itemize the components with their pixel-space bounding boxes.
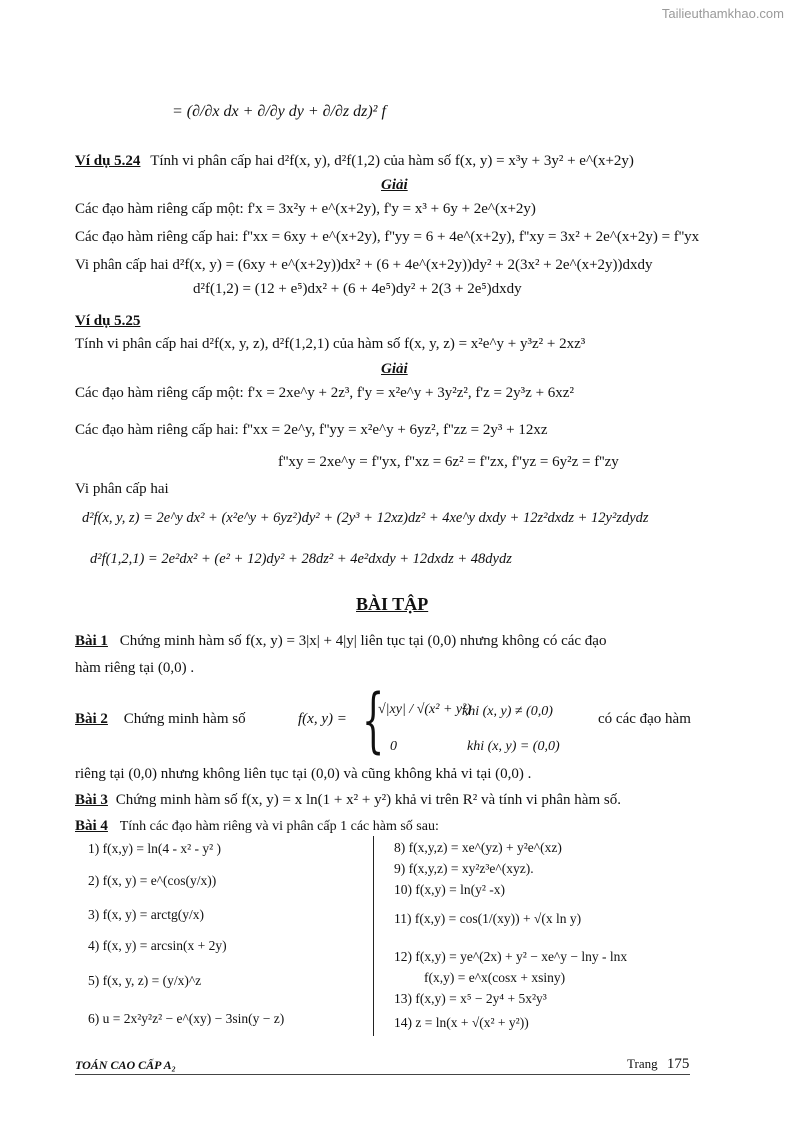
- exercise-item: 14) z = ln(x + √(x² + y²)): [394, 1015, 529, 1030]
- example-5-25-text: Tính vi phân cấp hai d²f(x, y, z), d²f(1,2,1) của hàm số f(x, y, z) = x²e^y + y³z² + 2xz³: [75, 336, 586, 352]
- exercise-text: Chứng minh hàm số f(x, y) = x ln(1 + x² + y²) khả vi trên R² và tính vi phân hàm số.: [115, 792, 621, 808]
- exercises-title: BÀI TẬP: [356, 594, 429, 614]
- footer-rule: [75, 1074, 690, 1075]
- second-differential-label: Vi phân cấp hai: [75, 481, 169, 497]
- example-5-25-label: Ví dụ 5.25: [75, 313, 141, 329]
- watermark: Tailieuthamkhao.com: [661, 6, 784, 21]
- mixed-partials: f''xy = 2xe^y = f''yx, f''xz = 6z² = f''zx, f''yz = 6y²z = f''zy: [278, 454, 619, 470]
- page-label: Trang: [627, 1056, 658, 1071]
- second-differential-at-point: d²f(1,2) = (12 + e⁵)dx² + (6 + 4e⁵)dy² + 2(3 + 2e⁵)dxdy: [193, 281, 522, 297]
- exercise-item: 6) u = 2x²y²z² − e^(xy) − 3sin(y − z): [88, 1011, 285, 1026]
- piecewise-case2-cond: khi (x, y) = (0,0): [467, 739, 560, 754]
- second-order-partials: Các đạo hàm riêng cấp hai: f''xx = 6xy + e^(x+2y), f''yy = 6 + 4e^(x+2y), f''xy = 3x² + 2e^(x+2y) = f''yx: [75, 229, 700, 245]
- exercise-item: 9) f(x,y,z) = xy²z³e^(xyz).: [394, 861, 534, 876]
- exercise-item: 12) f(x,y) = ye^(2x) + y² − xe^y − lny - lnx: [394, 949, 628, 964]
- exercise-item: 1) f(x,y) = ln(4 - x² - y² ): [88, 841, 222, 856]
- solution-heading: Giải: [381, 177, 408, 193]
- exercise-item: 10) f(x,y) = ln(y² -x): [394, 882, 506, 897]
- exercise-text: Chứng minh hàm số f(x, y) = 3|x| + 4|y| liên tục tại (0,0) nhưng không có các đạo: [119, 633, 607, 649]
- exercise-label: Bài 1: [75, 633, 108, 649]
- piecewise-fx: f(x, y) =: [298, 711, 347, 727]
- second-differential: Vi phân cấp hai d²f(x, y) = (6xy + e^(x+2y))dx² + (6 + 4e^(x+2y))dy² + 2(3x² + 2e^(x+2y))dxdy: [75, 257, 653, 273]
- first-order-partials: Các đạo hàm riêng cấp một: f'x = 2xe^y + 2z³, f'y = x²e^y + 3y²z², f'z = 2y³z + 6xz²: [75, 385, 574, 401]
- exercise-text: Tính các đạo hàm riêng và vi phân cấp 1 các hàm số sau:: [119, 819, 439, 834]
- piecewise-brace: {: [362, 679, 385, 761]
- page-number: 175: [666, 1056, 690, 1072]
- second-order-partials: Các đạo hàm riêng cấp hai: f''xx = 2e^y, f''yy = x²e^y + 6yz², f''zz = 2y³ + 12xz: [75, 422, 548, 438]
- exercise-3: [75, 792, 621, 809]
- exercise-2-cont: riêng tại (0,0) nhưng không liên tục tại (0,0) và cũng không khả vi tại (0,0) .: [75, 766, 532, 782]
- first-order-partials: Các đạo hàm riêng cấp một: f'x = 3x²y + e^(x+2y), f'y = x³ + 6y + 2e^(x+2y): [75, 201, 536, 217]
- second-differential: d²f(x, y, z) = 2e^y dx² + (x²e^y + 6yz²)dy² + (2y³ + 12xz)dz² + 4xe^y dxdy + 12z²dxdz + 12y²zdydz: [82, 510, 649, 526]
- footer-course-title: TOÁN CAO CẤP A₂: [75, 1058, 176, 1072]
- footer-page: [627, 1056, 689, 1073]
- exercise-1-cont: hàm riêng tại (0,0) .: [75, 660, 195, 676]
- exercise-item: 5) f(x, y, z) = (y/x)^z: [88, 973, 202, 988]
- exercise-4: [75, 818, 439, 835]
- exercise-2: [75, 711, 246, 728]
- exercise-item: 2) f(x, y) = e^(cos(y/x)): [88, 873, 217, 888]
- solution-heading: Giải: [381, 361, 408, 377]
- exercise-label: Bài 3: [75, 792, 108, 808]
- exercise-1: [75, 633, 606, 650]
- second-differential-at-point: d²f(1,2,1) = 2e²dx² + (e² + 12)dy² + 28dz² + 4e²dxdy + 12dxdz + 48dydz: [90, 551, 512, 567]
- exercise-item: 13) f(x,y) = x⁵ − 2y⁴ + 5x²y³: [394, 991, 547, 1006]
- exercise-item: 3) f(x, y) = arctg(y/x): [88, 907, 204, 922]
- formula-line: = (∂/∂x dx + ∂/∂y dy + ∂/∂z dz)² f: [172, 103, 386, 120]
- example-5-24: [75, 153, 634, 170]
- exercise-item: f(x,y) = e^x(cosx + xsiny): [424, 970, 566, 985]
- exercise-item: 11) f(x,y) = cos(1/(xy)) + √(x ln y): [394, 911, 582, 926]
- piecewise-case1-cond: khi (x, y) ≠ (0,0): [462, 704, 553, 719]
- piecewise-case2-expr: 0: [390, 739, 397, 754]
- column-divider: [373, 836, 374, 1036]
- exercise-label: Bài 4: [75, 818, 108, 834]
- example-text: Tính vi phân cấp hai d²f(x, y), d²f(1,2) của hàm số f(x, y) = x³y + 3y² + e^(x+2y): [150, 153, 634, 169]
- piecewise-case1-expr: √|xy| / √(x² + y²): [378, 702, 471, 717]
- exercise-item: 8) f(x,y,z) = xe^(yz) + y²e^(xz): [394, 840, 562, 855]
- exercise-text: Chứng minh hàm số: [123, 711, 246, 727]
- exercise-item: 4) f(x, y) = arcsin(x + 2y): [88, 938, 227, 953]
- exercise-label: Bài 2: [75, 711, 108, 727]
- example-label: Ví dụ 5.24: [75, 153, 141, 169]
- exercise-2-tail: có các đạo hàm: [598, 711, 691, 727]
